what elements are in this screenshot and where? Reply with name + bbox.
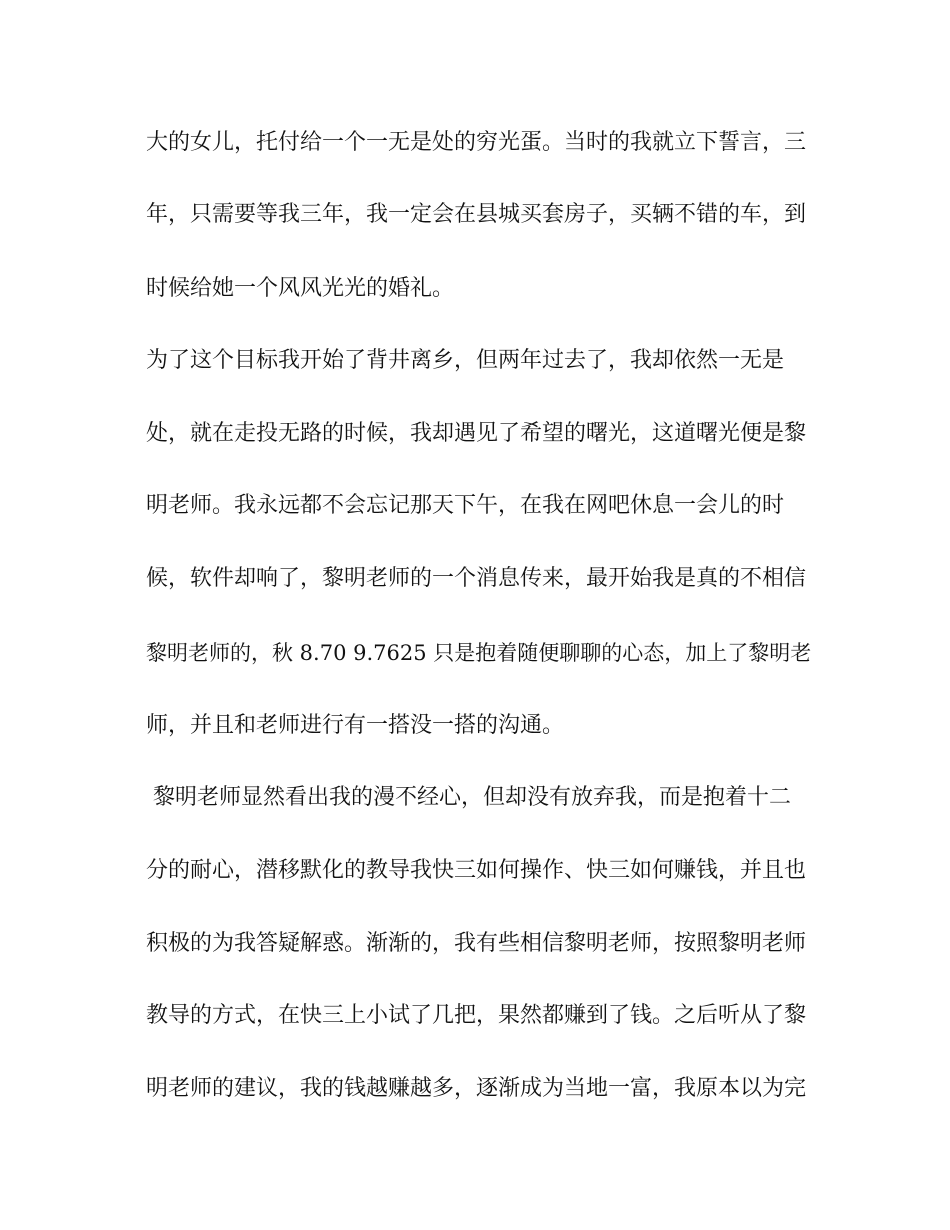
- text-line: 教导的方式，在快三上小试了几把，果然都赚到了钱。之后听从了黎: [146, 1003, 807, 1028]
- text-line: 大的女儿，托付给一个一无是处的穷光蛋。当时的我就立下誓言，三: [146, 130, 807, 155]
- text-line: 年，只需要等我三年，我一定会在县城买套房子，买辆不错的车，到: [146, 202, 807, 227]
- text-line: 为了这个目标我开始了背井离乡，但两年过去了，我却依然一无是: [146, 348, 785, 373]
- text-line: 分的耐心，潜移默化的教导我快三如何操作、快三如何赚钱，并且也: [146, 858, 807, 883]
- text-line: 明老师的建议，我的钱越赚越多，逐渐成为当地一富，我原本以为完: [146, 1076, 807, 1101]
- text-line: 黎明老师显然看出我的漫不经心，但却没有放弃我，而是抱着十二: [146, 785, 791, 810]
- text-line: 黎明老师的，秋 8.70 9.7625 只是抱着随便聊聊的心态，加上了黎明老: [146, 641, 812, 665]
- text-line: 师，并且和老师进行有一搭没一搭的沟通。: [146, 713, 565, 738]
- text-line: 处，就在走投无路的时候，我却遇见了希望的曙光，这道曙光便是黎: [146, 421, 807, 446]
- text-line: 积极的为我答疑解惑。渐渐的，我有些相信黎明老师，按照黎明老师: [146, 931, 807, 956]
- text-line: 明老师。我永远都不会忘记那天下午，在我在网吧休息一会儿的时: [146, 493, 785, 518]
- text-line: 时候给她一个风风光光的婚礼。: [146, 276, 455, 301]
- text-line: 候，软件却响了，黎明老师的一个消息传来，最开始我是真的不相信: [146, 566, 807, 591]
